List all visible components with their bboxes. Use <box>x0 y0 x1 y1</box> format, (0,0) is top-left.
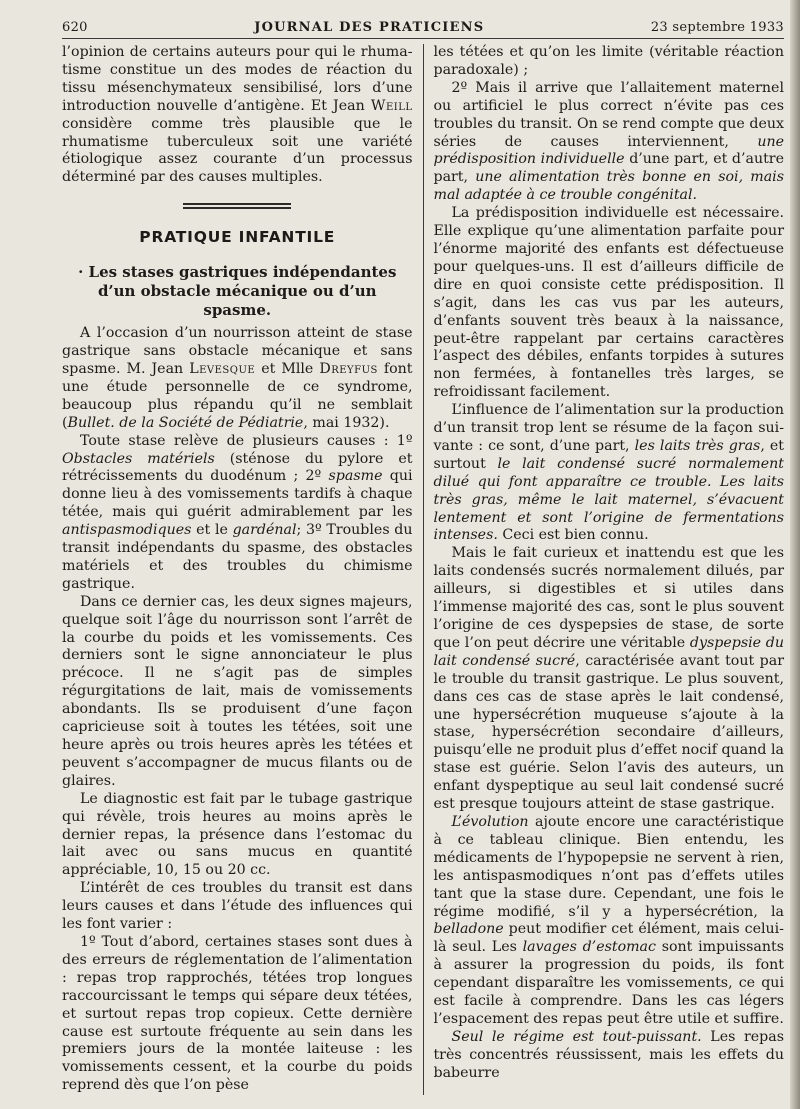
paragraph: La prédisposition individuelle est nécessaire. Elle explique qu’une alimentation parfaite pour l’énorme majorité des enfants est défectueuse pour quelques-uns. Il est d’ailleurs difficile de dire en quoi consiste cette prédisposition. Il s’agit, dans les cas vus par les auteurs, d’enfants souvent très beaux à la naissance, peut-être rappelant par certains caractères l’aspect des débiles, enfants torpides à sutures non fermées, à fontanelles très larges, se refroidissant facilement. <box>433 205 784 401</box>
paragraph: 2º Mais il arrive que l’allaitement maternel ou artificiel le plus correct n’évite pas ces troubles du transit. On se rend compte que deux séries de causes interviennent, une prédisposition individuelle d’une part, et d’autre part, une alimentation très bonne en soi, mais mal adaptée à ce trouble congénital. <box>433 79 784 204</box>
paragraph: les tétées et qu’on les limite (véritable réaction paradoxale) ; <box>433 44 784 78</box>
paragraph: L’évolution ajoute encore une caractéristique à ce tableau clinique. Bien entendu, les médicaments de l’hypopepsie ne servent à rien, les antispasmodiques n’ont pas d’effets utiles tant que la stase dure. Cependant, une fois le régime modifié, s’il y a hypersécrétion, la belladone peut modifier cet élément, mais celui-là seul. Les lavages d’estomac sont impuissants à assurer la progression du poids, ils font cependant disparaître les vomissements, ce qui est facile à comprendre. Dans les cas légers l’espacement des repas peut être utile et suffire. <box>433 813 784 1027</box>
column-divider <box>423 44 424 1095</box>
page-number: 620 <box>62 20 88 35</box>
paragraph: Toute stase relève de plusieurs causes : 1º Obstacles matériels (sténose du pylore et rétrécissements du duodénum ; 2º spasme qui donne lieu à des vomissements tardifs à chaque tétée, mais qui guérit admirablement par les antispasmodiques et le gardénal; 3º Troubles du transit indépendants du spasme, des obstacles matériels et des troubles du chimisme gastrique. <box>62 432 413 592</box>
paragraph: 1º Tout d’abord, certaines stases sont dues à des erreurs de réglementation de l’alimentation : repas trop rapprochés, tétées trop longues raccourcissant le temps qui sépare deux tétées, et surtout repas trop copieux. Cette dernière cause est surtoute fréquente au sein dans les premiers jours de la montée laiteuse : les vomissements cessent, et la courbe du poids reprend dès que l’on pèse <box>62 933 413 1094</box>
paragraph: Mais le fait curieux et inattendu est que les laits condensés sucrés normalement dilués, par ailleurs, si digestibles et si utiles dans l’immense majorité des cas, sont le plus souvent l’origine de ces dyspepsies de stase, de sorte que l’on peut décrire une véritable dyspepsie du lait condensé sucré, caractérisée avant tout par le trouble du transit gastrique. Le plus souvent, dans ces cas de stase après le lait condensé, une hypersécrétion muqueuse s’ajoute à la stase, hypersécrétion secondaire d’ailleurs, puisqu’elle ne produit plus d’effet nocif quand la stase est guérie. Selon l’avis des auteurs, un enfant dyspeptique au seul lait condensé sucré est presque toujours atteint de stase gastrique. <box>433 545 784 813</box>
page-header <box>62 20 784 39</box>
article-title: · Les stases gastriques indépendantes d’un obstacle mécanique ou d’un spasme. <box>78 263 397 320</box>
issue-date: 23 septembre 1933 <box>650 20 784 35</box>
paragraph: L’influence de l’alimentation sur la production d’un transit trop lent se résume de la façon suivante : ce sont, d’une part, les laits très gras, et surtout le lait condensé sucré normalement dilué qui font apparaître ce trouble. Les laits très gras, même le lait maternel, s’évacuent lentement et sont l’origine de fermentations intenses. Ceci est bien connu. <box>433 402 784 544</box>
author-name: Weill <box>370 97 413 114</box>
paragraph: Dans ce dernier cas, les deux signes majeurs, quelque soit l’âge du nourrisson sont l’arrêt de la courbe du poids et les vomissements. Ces derniers sont le signe annonciateur le plus précoce. Il ne s’agit pas de simples régurgitations de lait, mais de vomissements abondants. Ils se produisent d’une façon capricieuse soit à toutes les tétées, soit une heure après ou trois heures après les tétées et peuvent s’accompagner de mucus filants ou de glaires. <box>62 593 413 789</box>
double-rule-divider <box>183 203 291 209</box>
author-name: Dreyfus <box>319 360 378 377</box>
author-name: Levesque <box>189 360 256 377</box>
left-column <box>62 44 413 1095</box>
reference: Bullet. de la Société de Pédiatrie <box>67 414 304 431</box>
paragraph: l’opinion de certains auteurs pour qui le rhumatisme constitue un des modes de réaction du tissu mésenchymateux sensibilisé, lors d’une introduction nouvelle d’antigène. Et Jean Weill considère comme très plausible que le rhumatisme tuberculeux soit une variété étiologique assez courante d’un processus déterminé par des causes multiples. <box>62 44 413 186</box>
section-title: PRATIQUE INFANTILE <box>139 228 336 247</box>
two-column-body <box>62 44 784 1095</box>
paragraph: L’intérêt de ces troubles du transit est dans leurs causes et dans l’étude des influences qui les font varier : <box>62 880 413 933</box>
page-edge-shadow <box>790 0 800 1109</box>
journal-title: JOURNAL DES PRATICIENS <box>254 20 485 35</box>
right-column <box>433 44 784 1095</box>
paragraph: Le diagnostic est fait par le tubage gastrique qui révèle, trois heures au moins après le dernier repas, la présence dans l’estomac du lait avec ou sans mucus en quantité appréciable, 10, 15 ou 20 cc. <box>62 790 413 879</box>
paragraph: Seul le régime est tout-puissant. Les repas très concentrés réussissent, mais les effets du babeurre <box>433 1028 784 1081</box>
paragraph: A l’occasion d’un nourrisson atteint de stase gastrique sans obstacle mécanique et sans spasme. M. Jean Levesque et Mlle Dreyfus font une étude personnelle de ce syndrome, beaucoup plus répandu qu’il ne semblait (Bullet. de la Société de Pédiatrie, mai 1932). <box>62 325 413 431</box>
